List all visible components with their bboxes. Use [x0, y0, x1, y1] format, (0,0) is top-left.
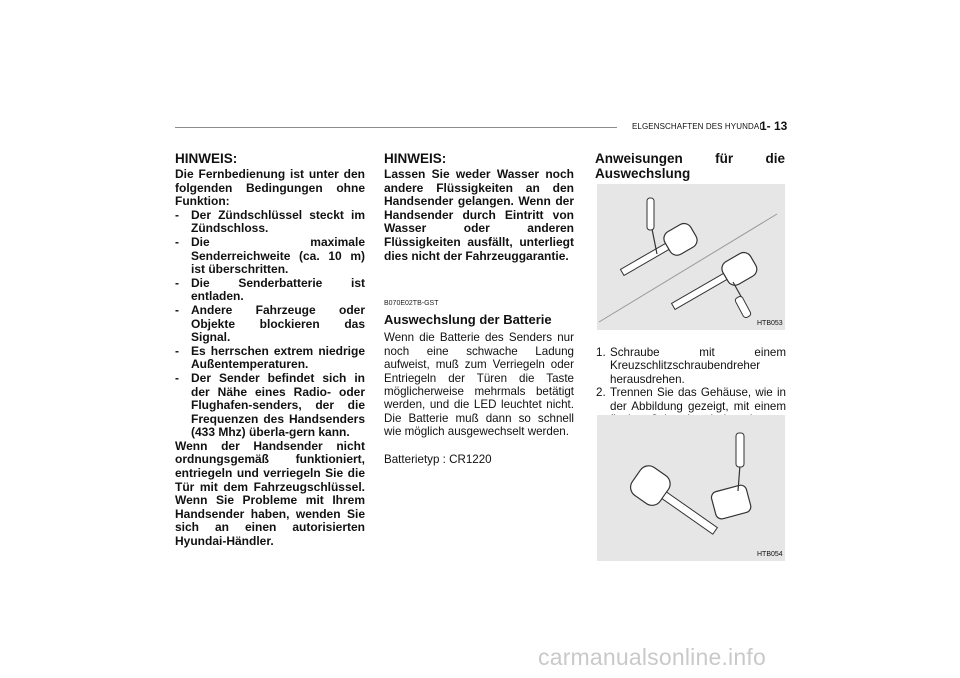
- step-number: 1.: [596, 346, 606, 359]
- opened-key-illustration: [597, 415, 785, 561]
- column-battery: [384, 151, 574, 466]
- page-number: 1- 13: [760, 119, 788, 133]
- running-header: ELGENSCHAFTEN DES HYUNDAI: [632, 122, 762, 131]
- condition-list: [175, 209, 365, 440]
- key-illustration-svg: [597, 184, 785, 330]
- list-item: - Der Sender befindet sich in der Nähe eines Radio- oder Flughafen-senders, der die Frequenzen des Handsenders (433 Mhz) überla-gern kann.: [175, 372, 365, 440]
- list-item: - Der Zündschlüssel steckt im Zündschloss.: [175, 209, 365, 236]
- list-item: - Andere Fahrzeuge oder Objekte blockieren das Signal.: [175, 304, 365, 345]
- list-item: - Die Senderbatterie ist entladen.: [175, 277, 365, 304]
- opened-key-svg: [597, 415, 785, 561]
- notice-title-2: HINWEIS:: [384, 151, 447, 166]
- battery-paragraph: Wenn die Batterie des Senders nur noch eine schwache Ladung aufweist, muß zum Verriegeln oder Entriegeln der Türen die Taste möglicherweise mehrmals betätigt werden, und die LED leuchtet nicht. Die Batterie muß dann so schnell wie möglich ausgewechselt werden.: [384, 331, 574, 439]
- column-instructions: [595, 151, 785, 183]
- step-text: Schraube mit einem Kreuzschlitzschraubendreher herausdrehen.: [610, 346, 786, 386]
- step-item: [596, 346, 786, 386]
- notice-title: HINWEIS:: [175, 151, 238, 166]
- column-notice: [175, 151, 365, 549]
- section-code: B070E02TB-GST: [384, 300, 439, 308]
- list-item: - Die maximale Senderreichweite (ca. 10 m) ist überschritten.: [175, 236, 365, 277]
- notice-intro: Die Fernbedienung ist unter den folgenden Bedingungen ohne Funktion:: [175, 167, 365, 209]
- water-notice: Lassen Sie weder Wasser noch andere Flüssigkeiten an den Handsender gelangen. Wenn der Handsender durch Eintritt von Wasser oder anderen Flüssigkeiten ausfällt, unterliegt dies nicht der Fahrzeuggarantie.: [384, 167, 574, 263]
- image-caption-2: HTB054: [757, 551, 783, 558]
- battery-type: Batterietyp : CR1220: [384, 452, 492, 466]
- image-caption-1: HTB053: [757, 320, 783, 327]
- key-screwdriver-illustration: [597, 184, 785, 330]
- step-text: Trennen Sie das Gehäuse, wie in der Abbildung gezeigt, mit einem: [610, 386, 786, 413]
- step-number: 2.: [596, 386, 606, 400]
- header-rule: [175, 127, 617, 128]
- watermark-text: carmanualsonline.info: [538, 644, 766, 670]
- instructions-title: Anweisungen für die Auswechslung: [595, 151, 785, 181]
- notice-closing: Wenn der Handsender nicht ordnungsgemäß funktioniert, entriegeln und verriegeln Sie die Tür mit dem Fahrzeugschlüssel. Wenn Sie Probleme mit Ihrem Handsender haben, wenden Sie sich an einen autorisierten Hyundai-Händler.: [175, 438, 365, 549]
- section-title: Auswechslung der Batterie: [384, 311, 552, 327]
- list-item: - Es herrschen extrem niedrige Außentemperaturen.: [175, 345, 365, 372]
